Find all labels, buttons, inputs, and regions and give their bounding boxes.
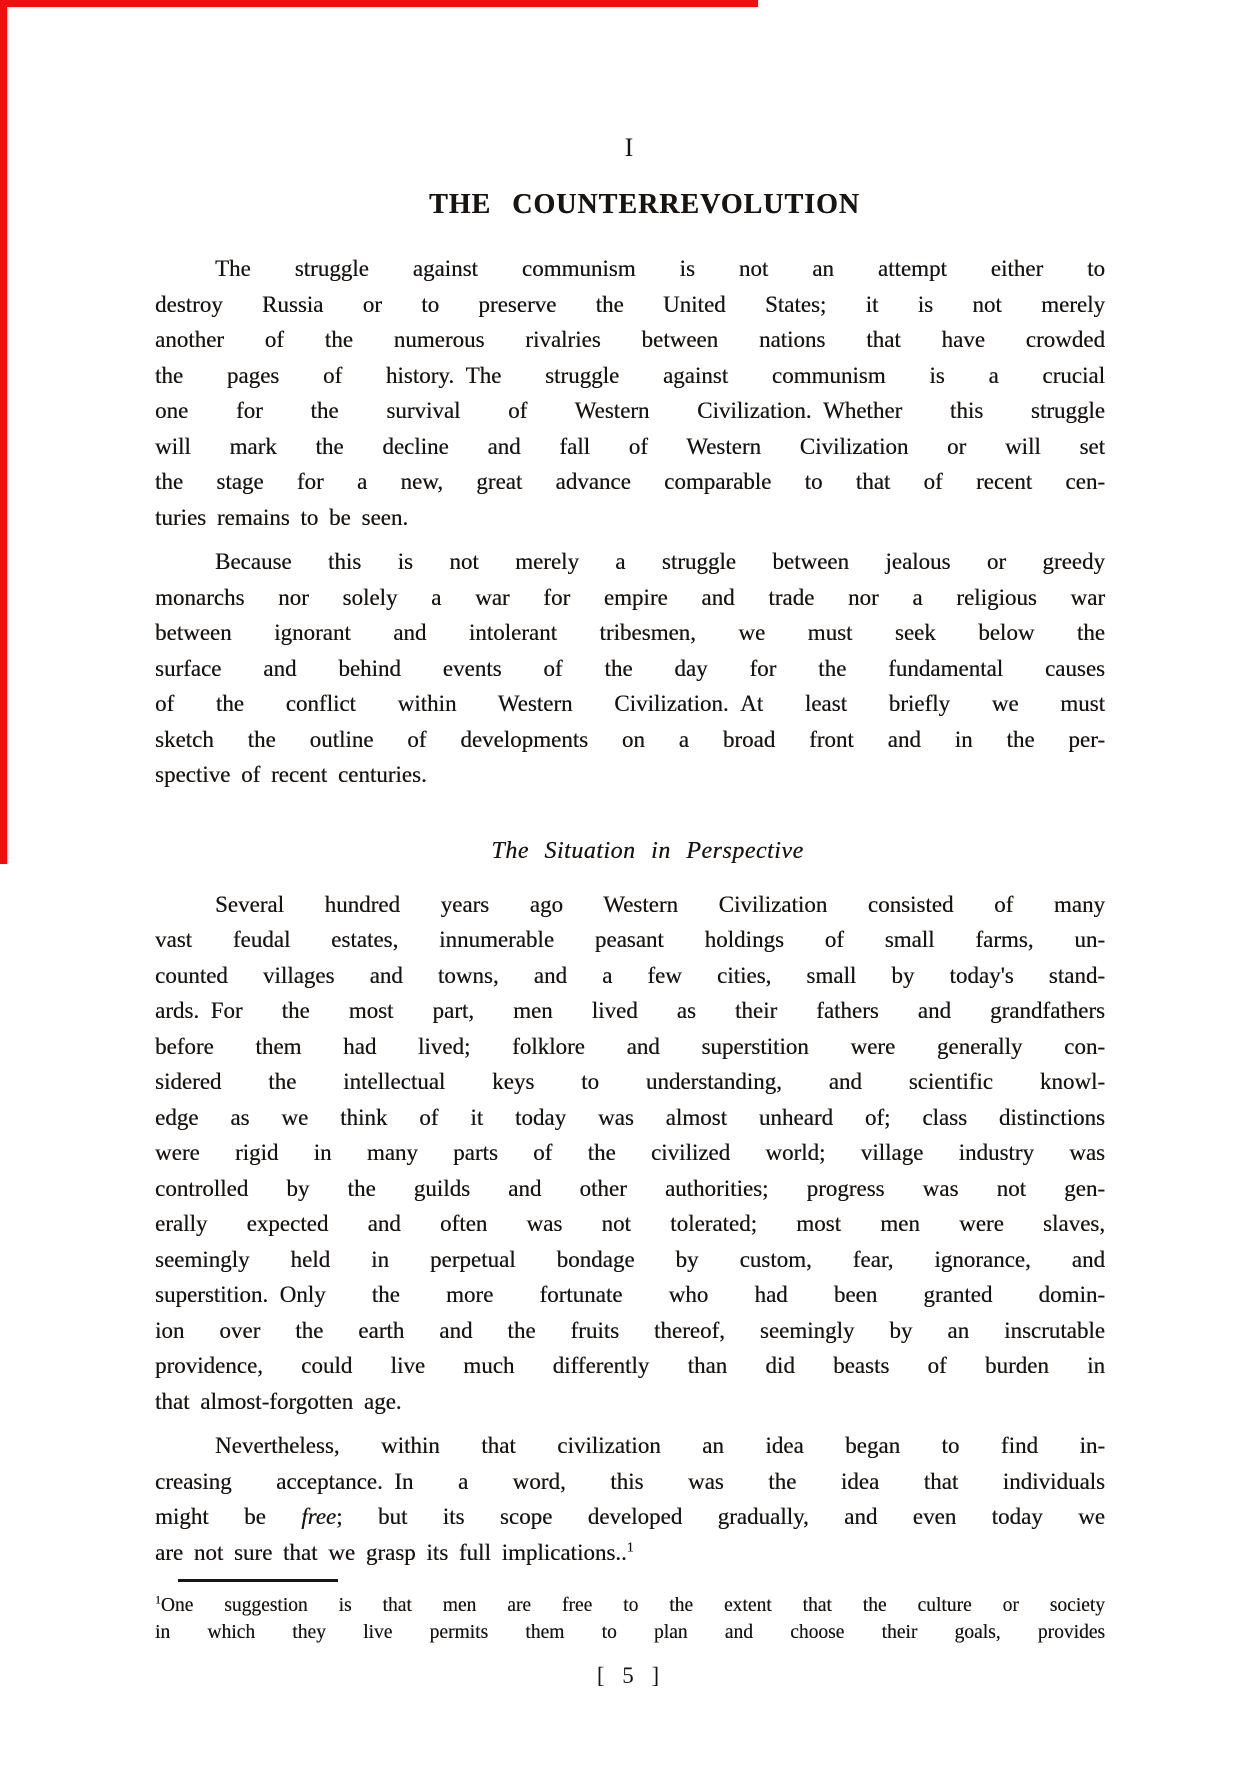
paragraph <box>155 251 1105 535</box>
text-line: monarchs nor solely a war for empire and trade nor a religious war <box>155 584 1105 610</box>
paragraph <box>155 1428 1105 1570</box>
text-line: between ignorant and intolerant tribesmen, we must seek below the <box>155 620 1105 645</box>
text-line: vast feudal estates, innumerable peasant holdings of small farms, un- <box>155 927 1105 952</box>
text-line: ards. For the most part, men lived as their fathers and grandfathers <box>155 998 1105 1023</box>
text-line: that almost-forgotten age. <box>155 1388 402 1414</box>
footnote <box>155 1592 1105 1646</box>
red-edge-mark-left <box>0 0 7 864</box>
red-edge-mark-top <box>0 0 758 7</box>
text-line: Because this is not merely a struggle between jealous or greedy <box>215 549 1105 574</box>
text-block-upper <box>155 251 1105 793</box>
text-line: of the conflict within Western Civilization. At least briefly we must <box>155 691 1105 716</box>
text-line: destroy Russia or to preserve the United States; it is not merely <box>155 291 1105 317</box>
chapter-number: I <box>624 133 635 162</box>
text-line: Several hundred years ago Western Civilization consisted of many <box>215 891 1105 917</box>
footnote-line: $^1$One suggestion is that men are free to the extent that the culture or society <box>155 1593 1105 1616</box>
text-line: spective of recent centuries. <box>155 762 427 787</box>
text-line: edge as we think of it today was almost unheard of; class distinctions <box>155 1104 1105 1130</box>
text-line: sidered the intellectual keys to understanding, and scientific knowl- <box>155 1069 1105 1094</box>
chapter-title: THE COUNTERREVOLUTION <box>429 189 860 220</box>
text-line: will mark the decline and fall of Western Civilization or will set <box>155 433 1105 459</box>
text-line: were rigid in many parts of the civilized world; village industry was <box>155 1140 1105 1165</box>
text-line: surface and behind events of the day for the fundamental causes <box>155 655 1105 681</box>
text-line: creasing acceptance. In a word, this was the idea that individuals <box>155 1468 1105 1494</box>
text-line: superstition. Only the more fortunate who had been granted domin- <box>155 1282 1105 1307</box>
paragraph <box>155 544 1105 793</box>
text-line: ion over the earth and the fruits thereof, seemingly by an inscrutable <box>155 1317 1105 1343</box>
text-line: seemingly held in perpetual bondage by custom, fear, ignorance, and <box>155 1246 1105 1272</box>
text-line: providence, could live much differently than did beasts of burden in <box>155 1353 1105 1378</box>
section-heading: The Situation in Perspective <box>491 837 804 864</box>
footnote-line: in which they live permits them to plan and choose their goals, provides <box>155 1622 1105 1643</box>
text-line: might be free; but its scope developed gradually, and even today we <box>155 1504 1105 1529</box>
text-line: another of the numerous rivalries between nations that have crowded <box>155 327 1105 352</box>
text-line: erally expected and often was not tolerated; most men were slaves, <box>155 1211 1105 1236</box>
text-line: turies remains to be seen. <box>155 504 409 530</box>
text-line: the stage for a new, great advance comparable to that of recent cen- <box>155 469 1105 494</box>
text-line: Nevertheless, within that civilization an idea began to find in- <box>215 1433 1105 1458</box>
text-line: controlled by the guilds and other authorities; progress was not gen- <box>155 1175 1105 1201</box>
paragraph <box>155 887 1105 1420</box>
text-line: The struggle against communism is not an attempt either to <box>215 256 1105 281</box>
text-line: sketch the outline of developments on a broad front and in the per- <box>155 726 1105 752</box>
footnote-rule <box>178 1579 338 1582</box>
text-block-lower <box>155 887 1105 1571</box>
text-line: counted villages and towns, and a few cities, small by today's stand- <box>155 962 1105 988</box>
text-line: are not sure that we grasp its full implications..$^1$ <box>155 1538 634 1565</box>
text-line: before them had lived; folklore and superstition were generally con- <box>155 1033 1105 1059</box>
text-line: the pages of history. The struggle against communism is a crucial <box>155 362 1105 388</box>
text-line: one for the survival of Western Civilization. Whether this struggle <box>155 398 1105 423</box>
page-number: [ 5 ] <box>596 1663 663 1688</box>
